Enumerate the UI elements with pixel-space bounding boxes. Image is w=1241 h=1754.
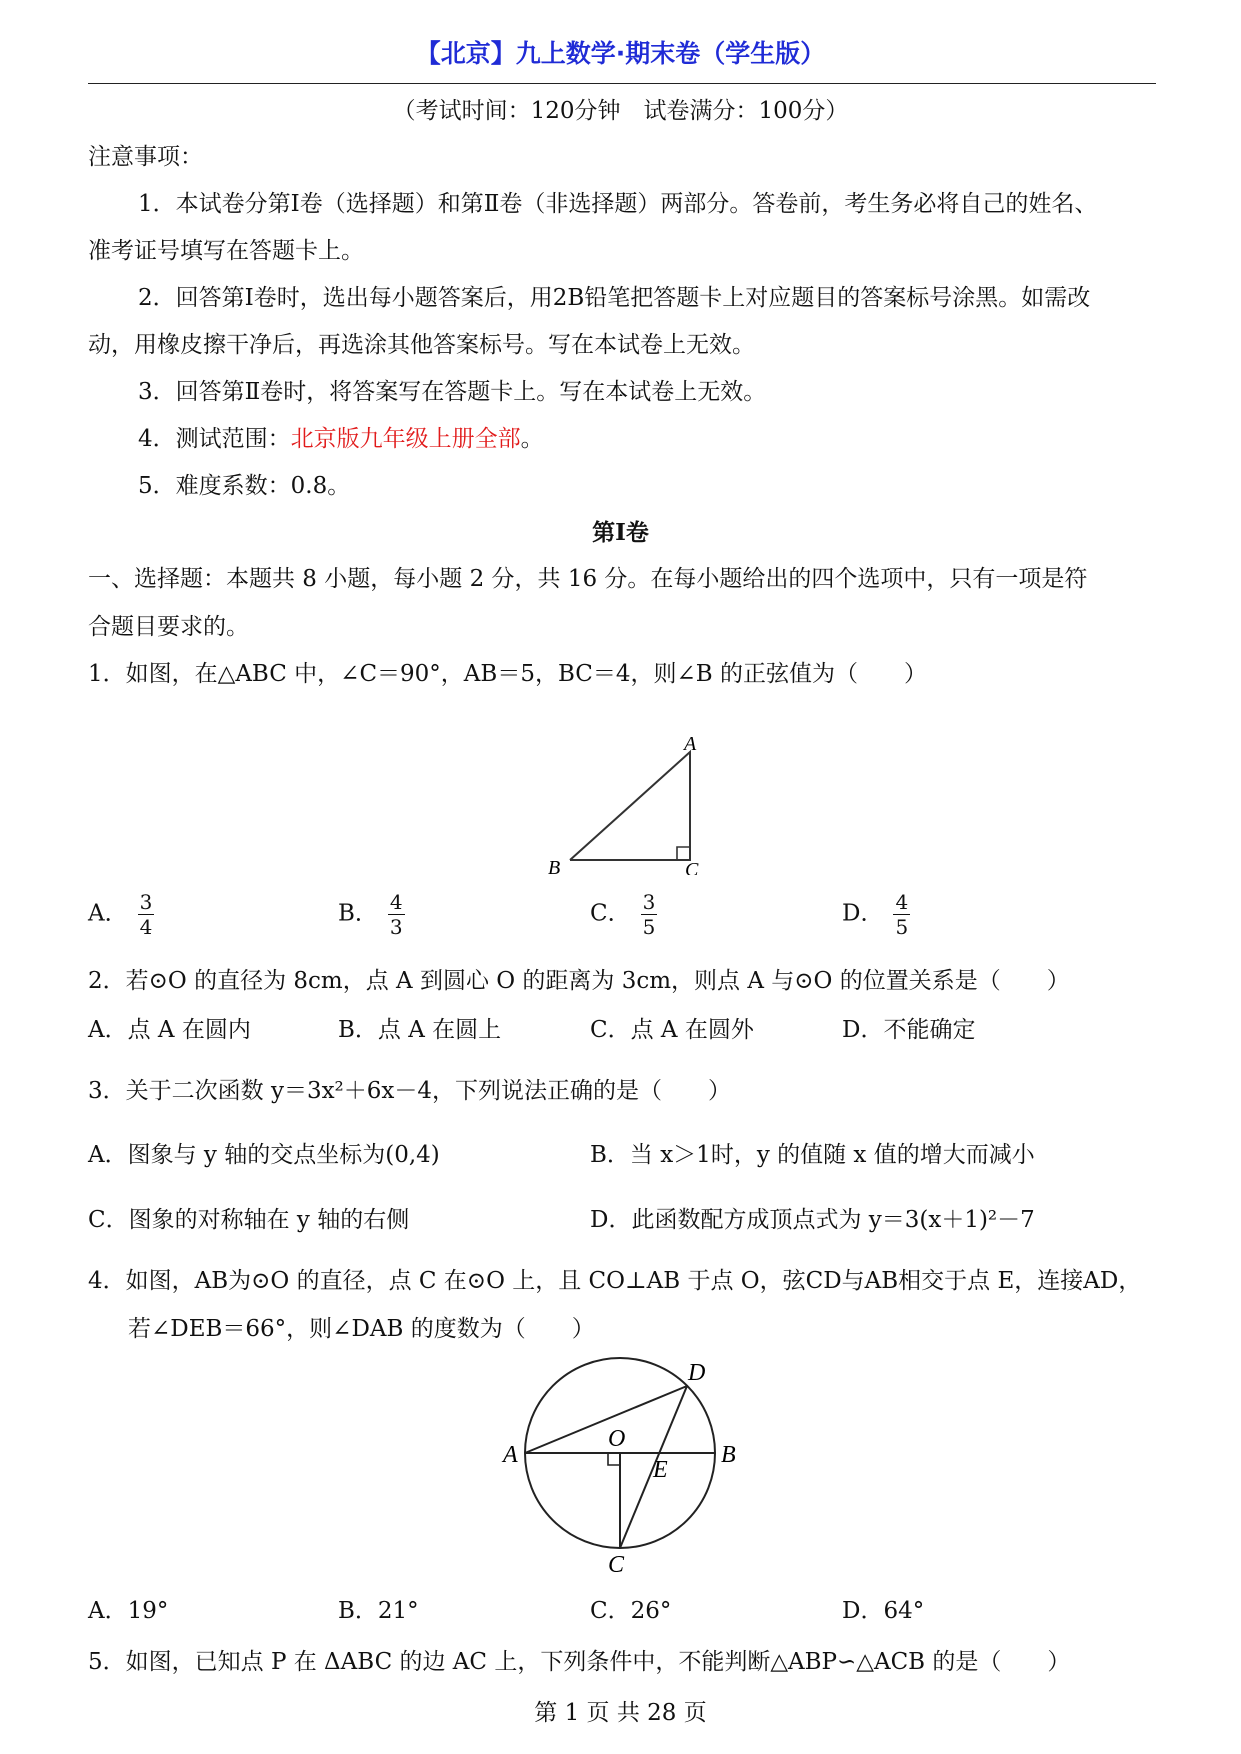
q1-option-b-letter: B． [338,900,378,927]
q1-option-c[interactable] [590,890,657,939]
note-4-prefix: 4．测试范围： [138,426,291,452]
q2-option-d[interactable]: D．不能确定 [842,1017,976,1043]
section-title: 第Ⅰ卷 [592,519,649,546]
notes-heading: 注意事项： [88,144,203,170]
q3-option-d[interactable]: D．此函数配方成顶点式为 y＝3(x＋1)²－7 [590,1207,1035,1233]
page-footer: 第 1 页 共 28 页 [534,1700,707,1726]
q1-option-c-denominator: 5 [642,915,656,939]
q1-option-b-denominator: 3 [389,915,403,939]
q1-option-d[interactable] [842,890,910,939]
note-2-line-1: 2．回答第Ⅰ卷时，选出每小题答案后，用2B铅笔把答题卡上对应题目的答案标号涂黑。如需改 [138,285,1091,311]
q2-option-b[interactable]: B．点 A 在圆上 [338,1017,502,1043]
q1-option-a-fraction [138,890,155,939]
q1-option-d-letter: D． [842,900,884,927]
q1-option-a-letter: A． [88,900,128,927]
point-label-d: D [688,1360,706,1386]
vertex-label-a: A [684,733,697,755]
q1-option-c-numerator: 3 [642,890,656,914]
q4-option-b[interactable]: B．21° [338,1598,419,1624]
q3-stem: 3．关于二次函数 y＝3x²＋6x－4，下列说法正确的是（ ） [88,1078,732,1104]
note-5: 5．难度系数：0.8。 [138,473,351,499]
q1-triangle-figure [540,730,720,875]
q1-option-d-fraction [893,890,910,939]
document-title: 【北京】九上数学·期末卷（学生版） [415,39,826,68]
point-label-o: O [608,1426,626,1452]
header-divider [88,83,1156,84]
q4-stem-line-1: 4．如图，AB为⊙O 的直径，点 C 在⊙O 上，且 CO⊥AB 于点 O，弦CD与AB相交于点 E，连接AD， [88,1268,1142,1294]
note-1-line-1: 1．本试卷分第Ⅰ卷（选择题）和第Ⅱ卷（非选择题）两部分。答卷前，考生务必将自己的姓名、 [138,191,1098,217]
vertex-label-c: C [685,859,699,875]
q1-option-b[interactable] [338,890,405,939]
q4-option-a[interactable]: A．19° [88,1598,169,1624]
q2-option-c[interactable]: C．点 A 在圆外 [590,1017,754,1043]
q4-stem-line-2: 若∠DEB＝66°，则∠DAB 的度数为（ ） [128,1316,595,1342]
part-intro-line-2: 合题目要求的。 [88,614,249,640]
exam-info: （考试时间：120分钟 试卷满分：100分） [392,98,849,124]
q1-option-a[interactable] [88,890,154,939]
note-3: 3．回答第Ⅱ卷时，将答案写在答题卡上。写在本试卷上无效。 [138,379,767,405]
note-1-line-2: 准考证号填写在答题卡上。 [88,238,364,264]
q1-option-c-fraction [641,890,658,939]
q4-option-d[interactable]: D．64° [842,1598,925,1624]
q2-stem: 2．若⊙O 的直径为 8cm，点 A 到圆心 O 的距离为 3cm，则点 A 与⊙O 的位置关系是（ ） [88,968,1070,994]
part-intro-line-1: 一、选择题：本题共 8 小题，每小题 2 分，共 16 分。在每小题给出的四个选项中，只有一项是符 [88,566,1088,592]
q3-option-c[interactable]: C．图象的对称轴在 y 轴的右侧 [88,1207,410,1233]
right-angle-mark [608,1453,620,1465]
q4-circle-figure [495,1350,755,1572]
q1-option-c-letter: C． [590,900,631,927]
vertex-label-b: B [548,857,561,875]
note-4 [138,420,544,453]
q1-option-a-numerator: 3 [139,890,153,914]
triangle-abc [570,752,690,860]
q1-option-b-fraction [388,890,405,939]
q3-option-b[interactable]: B．当 x＞1时，y 的值随 x 值的增大而减小 [590,1142,1035,1168]
q3-option-a[interactable]: A．图象与 y 轴的交点坐标为(0,4) [88,1142,440,1168]
q1-option-d-denominator: 5 [895,915,909,939]
point-label-b: B [721,1442,736,1468]
note-4-scope: 北京版九年级上册全部 [290,426,521,452]
q5-stem: 5．如图，已知点 P 在 ΔABC 的边 AC 上，下列条件中，不能判断△ABP∽△ACB 的是（ ） [88,1649,1071,1675]
q2-option-a[interactable]: A．点 A 在圆内 [88,1017,251,1043]
point-label-c: C [608,1552,625,1572]
point-label-a: A [503,1442,518,1468]
point-label-e: E [653,1457,668,1483]
q4-option-c[interactable]: C．26° [590,1598,672,1624]
q1-stem: 1．如图，在△ABC 中，∠C＝90°，AB＝5，BC＝4，则∠B 的正弦值为（ ） [88,661,927,687]
q1-option-a-denominator: 4 [139,915,153,939]
q1-option-b-numerator: 4 [389,890,403,914]
q1-option-d-numerator: 4 [895,890,909,914]
note-2-line-2: 动，用橡皮擦干净后，再选涂其他答案标号。写在本试卷上无效。 [88,332,755,358]
note-4-suffix: 。 [520,426,544,452]
